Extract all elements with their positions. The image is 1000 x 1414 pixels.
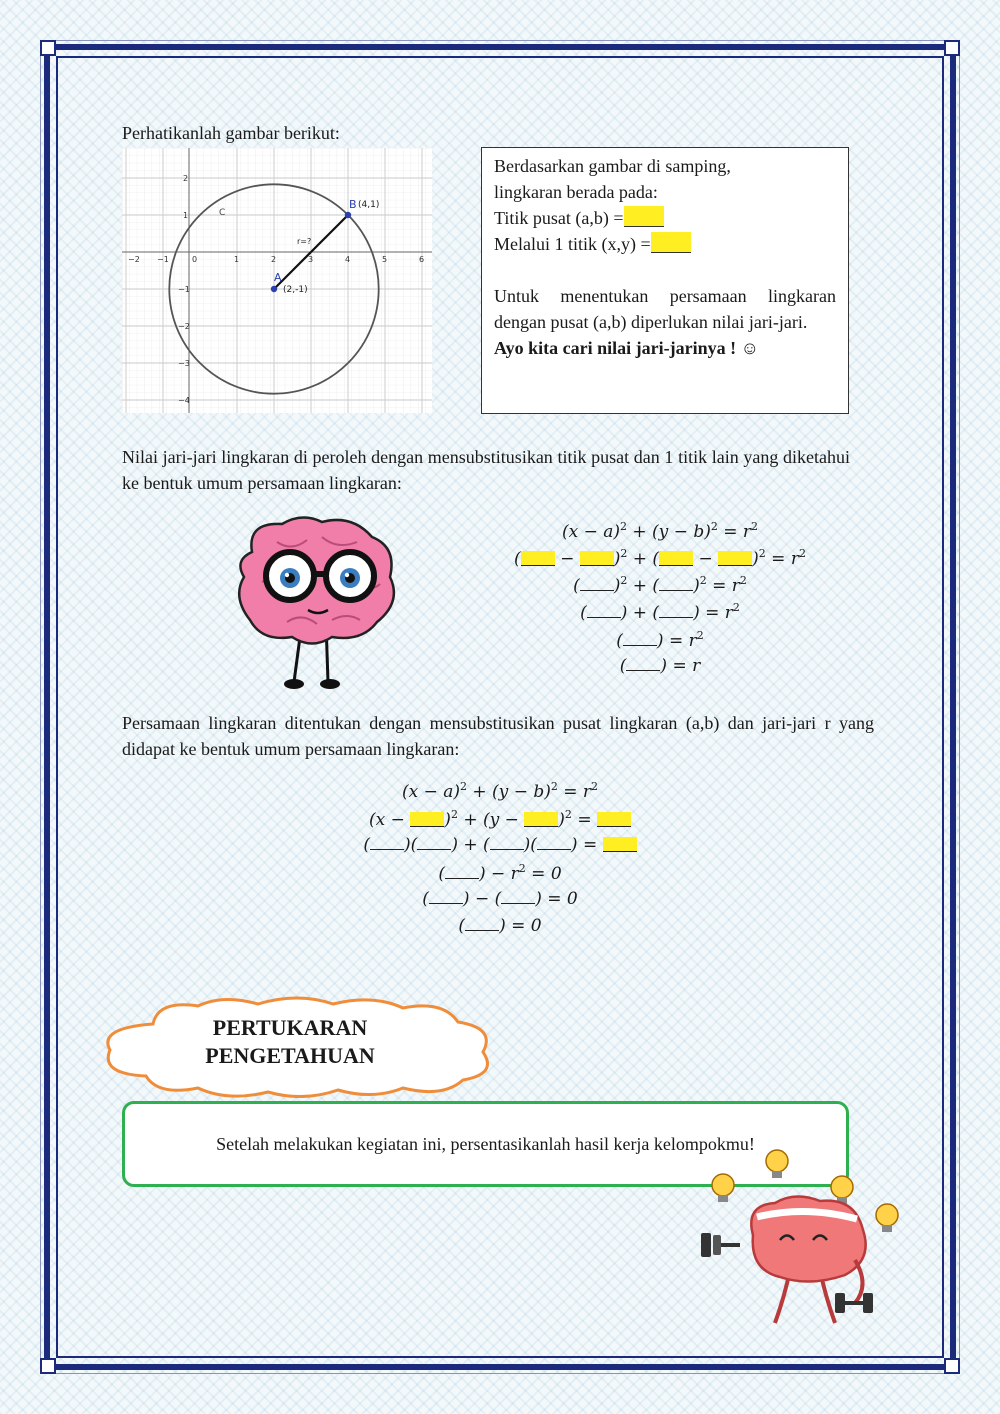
paragraph-radius: Nilai jari-jari lingkaran di peroleh dengan mensubstitusikan titik pusat dan 1 titik lain yang diketahui ke bentuk umum persamaan lingkaran: [122,447,850,493]
point-answer-blank[interactable] [651,232,691,253]
frame-corner [944,40,960,56]
x-tick: 5 [382,255,388,264]
y-tick: 1 [183,211,189,220]
closing-text: Setelah melakukan kegiatan ini, persentasikanlah hasil kerja kelompokmu! [216,1134,755,1154]
y-tick: −2 [178,322,190,331]
point-a [271,286,277,292]
eq2-line6: ( ) = 0 [458,916,542,936]
point-b-coord: (4,1) [358,200,380,210]
circle-graph-svg [122,148,432,413]
frame-corner [40,40,56,56]
blank[interactable] [659,551,693,566]
cloud-title-line: PERTUKARAN [212,1015,368,1040]
blank[interactable] [580,580,614,591]
blank[interactable] [490,839,524,850]
brain-glasses-illustration [222,512,412,692]
info-box [481,147,849,414]
info-paragraph: Untuk menentukan persamaan lingkaran dengan pusat (a,b) diperlukan nilai jari-jari. [494,286,836,332]
eq2-line3: ( )( ) + ( )( ) = [300,835,700,855]
intro-text: Perhatikanlah gambar berikut: [122,123,340,143]
info-line: lingkaran berada pada: [494,182,658,202]
blank[interactable] [501,893,535,904]
eq1-line3: ( )$^2$ + ( )$^2 = r^2$ [573,574,747,596]
point-label: Melalui 1 titik (x,y) = [494,234,651,254]
blank[interactable] [626,660,660,671]
center-answer-blank[interactable] [624,206,664,227]
x-tick: 4 [345,255,351,264]
cloud-title [150,1014,430,1070]
frame-corner [40,1358,56,1374]
point-b [345,212,351,218]
center-answer-row [494,205,836,231]
point-answer-row [494,231,836,257]
eq1-line2: ( − )$^2$ + ( − )$^2 = r^2$ [514,547,806,569]
blank[interactable] [623,635,657,646]
x-tick: −2 [128,255,140,264]
y-tick: −1 [178,285,190,294]
blank[interactable] [524,812,558,827]
blank[interactable] [410,812,444,827]
center-label: Titik pusat (a,b) = [494,208,624,228]
blank[interactable] [521,551,555,566]
x-tick: 1 [234,255,240,264]
blank[interactable] [659,607,693,618]
eq1-line1: $(x - a)^2 + (y - b)^2 = r^2$ [561,520,759,542]
x-tick: 3 [308,255,314,264]
blank[interactable] [597,812,631,827]
eq1-line4: ( ) + ( ) = $r^2$ [580,601,740,623]
info-bold: Ayo kita cari nilai jari-jarinya ! ☺ [494,338,760,358]
y-tick: −3 [178,359,190,368]
blank[interactable] [465,920,499,931]
circle-label: C [219,208,226,218]
x-tick: −1 [157,255,169,264]
eq2-line5: ( ) − ( ) = 0 [422,889,578,909]
y-tick: 2 [183,174,189,183]
point-a-coord: (2,-1) [283,285,308,295]
point-a-label: A [274,271,282,284]
paragraph-equation: Persamaan lingkaran ditentukan dengan mensubstitusikan pusat lingkaran (a,b) dan jari-jari r yang didapat ke bentuk umum persamaan lingkaran: [122,713,874,759]
point-b-label: B [349,198,357,211]
blank[interactable] [580,551,614,566]
eq1-line5: ( ) = $r^2$ [616,629,704,651]
blank[interactable] [587,607,621,618]
blank[interactable] [429,893,463,904]
eq2-line4: ( ) − $r^2 = 0$ [438,862,562,884]
x-tick: 6 [419,255,425,264]
y-tick: −4 [178,396,190,405]
blank[interactable] [417,839,451,850]
brain-exercise-illustration [695,1145,915,1330]
blank[interactable] [718,551,752,566]
eq2-line2: $(x - )^2 + (y - )^2$ = [300,808,700,830]
eq2-line1: $(x - a)^2 + (y - b)^2 = r^2$ [401,780,599,802]
cloud-title-line: PENGETAHUAN [205,1043,375,1068]
frame-corner [944,1358,960,1374]
blank[interactable] [537,839,571,850]
radius-label: r=? [297,237,312,246]
blank[interactable] [659,580,693,591]
x-tick: 0 [192,255,198,264]
eq1-line6: ( ) = r [619,656,701,676]
x-tick: 2 [271,255,277,264]
info-line: Berdasarkan gambar di samping, [494,156,731,176]
blank[interactable] [603,837,637,852]
blank[interactable] [370,839,404,850]
circle-graph [122,148,432,413]
blank[interactable] [445,868,479,879]
